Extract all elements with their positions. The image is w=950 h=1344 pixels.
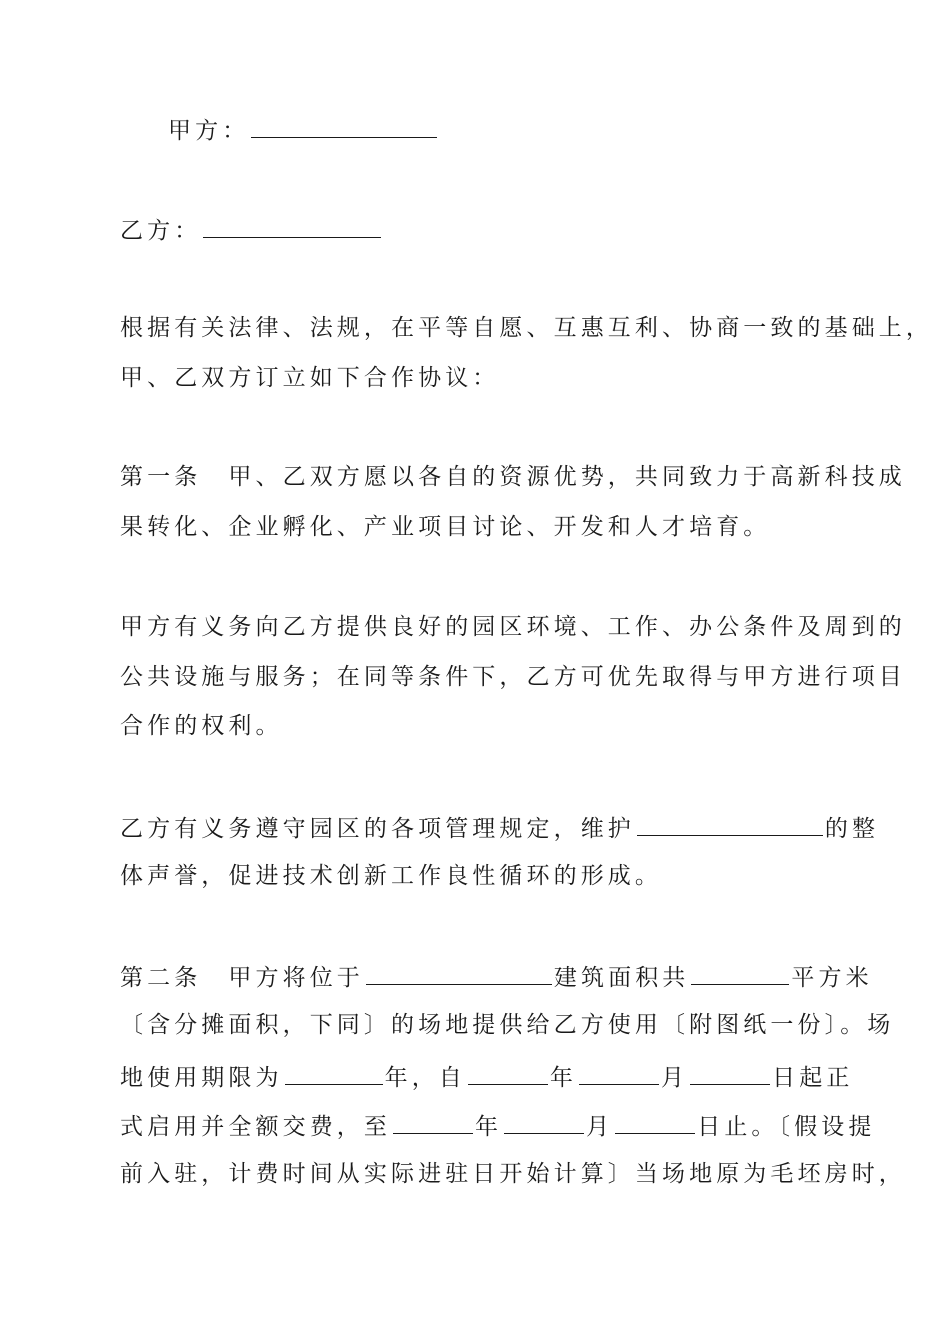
- article2-line-2: 〔含分摊面积，下同〕的场地提供给乙方使用〔附图纸一份〕。场: [120, 1012, 895, 1038]
- partya-duty-line-2: 公共设施与服务；在同等条件下，乙方可优先取得与甲方进行项目: [120, 664, 906, 690]
- partyb-duty-line-2: 体声誉，促进技术创新工作良性循环的形成。: [120, 863, 662, 889]
- article2-l4-d: 日止。〔假设提: [697, 1114, 876, 1140]
- article2-l4-b: 年: [475, 1114, 503, 1140]
- location-blank: [366, 960, 552, 985]
- term-years-blank: [285, 1060, 383, 1085]
- end-year-blank: [393, 1109, 473, 1134]
- article2-l3-b: 年，自: [384, 1065, 466, 1091]
- party-b-blank: [203, 213, 381, 238]
- partya-duty-line-1: 甲方有义务向乙方提供良好的园区环境、工作、办公条件及周到的: [120, 614, 906, 640]
- party-a-label: 甲方：: [168, 118, 250, 144]
- party-b-line: [120, 213, 383, 246]
- article2-l1-a: 第二条 甲方将位于: [120, 965, 364, 991]
- partyb-duty-text-b: 的整: [824, 816, 880, 842]
- article2-l3-a: 地使用期限为: [120, 1065, 283, 1091]
- start-day-blank: [690, 1060, 770, 1085]
- article2-line-4: [120, 1109, 875, 1142]
- article2-l4-a: 式启用并全额交费，至: [120, 1114, 391, 1140]
- article1-line-2: 果转化、企业孵化、产业项目讨论、开发和人才培育。: [120, 514, 771, 540]
- article2-line-5: 前入驻，计费时间从实际进驻日开始计算〕当场地原为毛坯房时，: [120, 1161, 906, 1187]
- article2-l1-b: 建筑面积共: [553, 965, 690, 991]
- party-b-label: 乙方：: [120, 218, 202, 244]
- partya-duty-line-3: 合作的权利。: [120, 713, 283, 739]
- party-a-line: [168, 113, 439, 146]
- start-month-blank: [579, 1060, 659, 1085]
- start-year-blank: [468, 1060, 548, 1085]
- article1-line-1: 第一条 甲、乙双方愿以各自的资源优势，共同致力于高新科技成: [120, 464, 906, 490]
- end-month-blank: [504, 1109, 584, 1134]
- partyb-duty-blank: [637, 811, 823, 836]
- intro-line-1: 根据有关法律、法规，在平等自愿、互惠互利、协商一致的基础上，: [120, 315, 933, 341]
- partyb-duty-text-a: 乙方有义务遵守园区的各项管理规定，维护: [120, 816, 635, 842]
- area-blank: [691, 960, 789, 985]
- article2-l3-d: 月: [661, 1065, 689, 1091]
- intro-line-2: 甲、乙双方订立如下合作协议：: [120, 365, 500, 391]
- article2-line-3: [120, 1060, 853, 1093]
- article2-line-1: [120, 960, 873, 993]
- article2-l4-c: 月: [586, 1114, 614, 1140]
- end-day-blank: [615, 1109, 695, 1134]
- partyb-duty-line-1: [120, 811, 879, 844]
- party-a-blank: [251, 113, 437, 138]
- article2-l3-c: 年: [549, 1065, 578, 1091]
- article2-l1-c: 平方米: [791, 965, 873, 991]
- article2-l3-e: 日起正: [772, 1065, 854, 1091]
